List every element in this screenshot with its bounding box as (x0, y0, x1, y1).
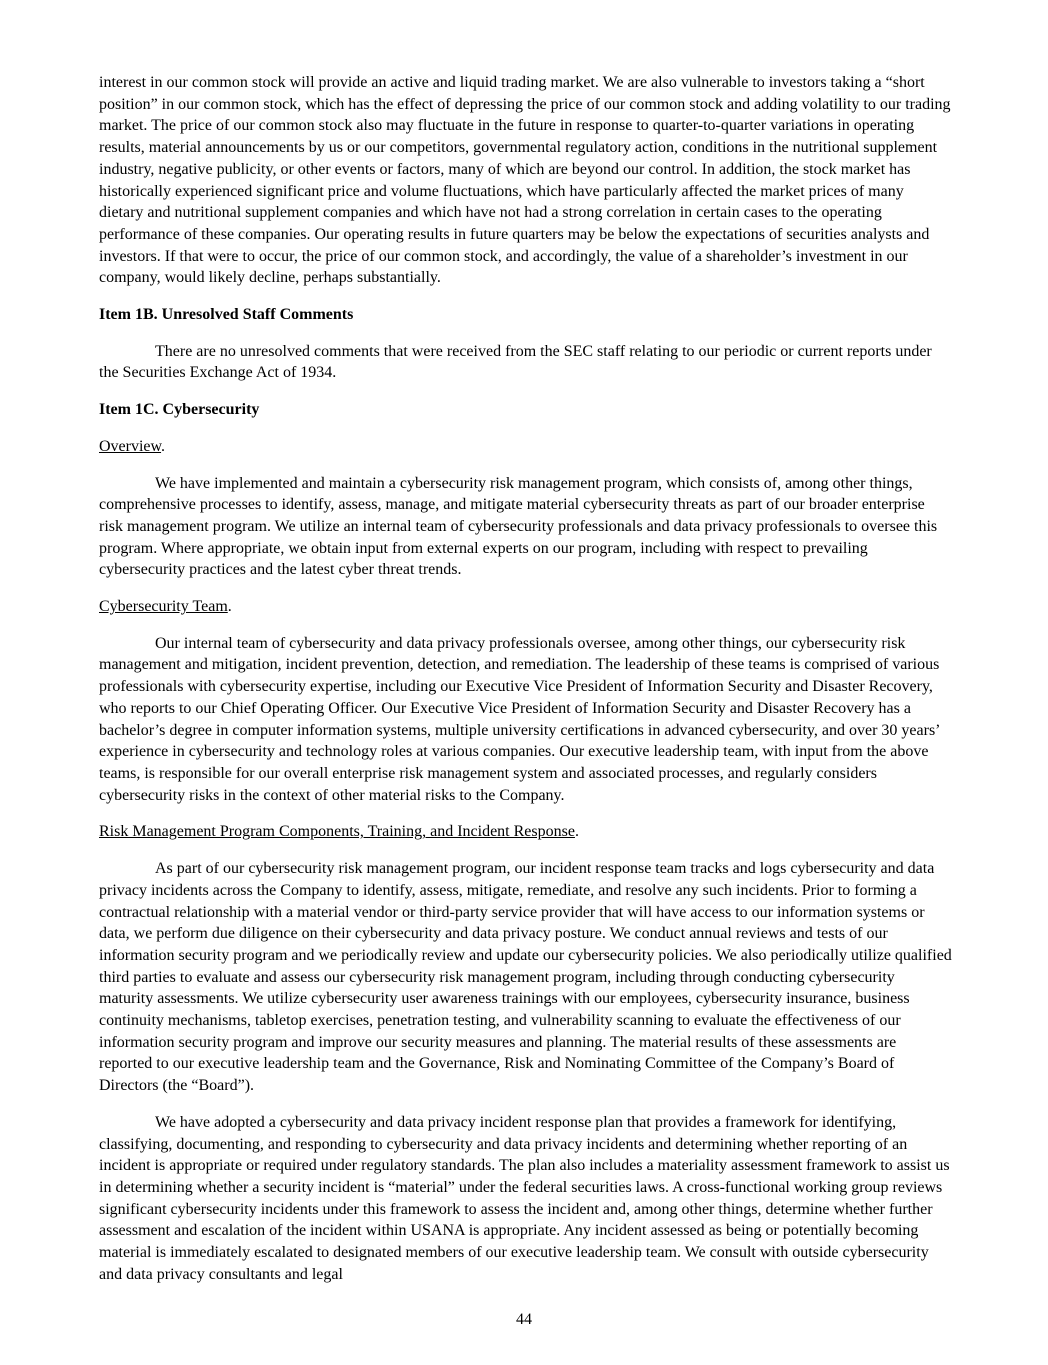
heading-cybersecurity-team-period: . (227, 598, 232, 616)
heading-item-1c-cybersecurity: Item 1C. Cybersecurity (99, 401, 260, 419)
paragraph-overview: We have implemented and maintain a cybersecurity risk management program, which consists of, among other things, comprehensive processes to identify, assess, manage, and mitigate material cybersecurity threats as part of our broader enterprise risk management program. We utilize an internal team of cybersecurity professionals and data privacy professionals to oversee this program. Where appropriate, we obtain input from external experts on our program, including with respect to prevailing cybersecurity practices and the latest cyber threat trends. (99, 474, 938, 579)
paragraph-risk-management-program: As part of our cybersecurity risk management program, our incident response team tracks and logs cybersecurity and data privacy incidents across the Company to identify, assess, mitigate, remediate, and resolve any such incidents. Prior to forming a contractual relationship with a material vendor or third-party service provider that will have access to our information systems or data, we perform due diligence on their cybersecurity and data privacy posture. We conduct annual reviews and tests of our information security program and we periodically review and update our cybersecurity policies. We also periodically utilize qualified third parties to evaluate and assess our cybersecurity risk management program, including through conducting cybersecurity maturity assessments. We utilize cybersecurity user awareness trainings with our employees, cybersecurity insurance, business continuity mechanisms, tabletop exercises, penetration testing, and vulnerability scanning to evaluate the effectiveness of our information security program and improve our security measures and planning. The material results of these assessments are reported to our executive leadership team and the Governance, Risk and Nominating Committee of the Company’s Board of Directors (the “Board”). (99, 860, 952, 1095)
heading-overview (99, 436, 952, 458)
heading-cybersecurity-team-text: Cybersecurity Team (99, 598, 228, 616)
page-number: 44 (516, 1311, 532, 1328)
heading-cybersecurity-team (99, 596, 952, 618)
heading-overview-text: Overview (99, 437, 162, 455)
paragraph-cybersecurity-team: Our internal team of cybersecurity and data privacy professionals oversee, among other things, our cybersecurity risk management and mitigation, incident prevention, detection, and remediation. The leadership of these teams is comprised of various professionals with cybersecurity expertise, including our Executive Vice President of Information Security and Disaster Recovery, who reports to our Chief Operating Officer. Our Executive Vice President of Information Security and Disaster Recovery has a bachelor’s degree in computer information systems, multiple university certifications in advanced cybersecurity, and over 30 years’ experience in cybersecurity and technology roles at various companies. Our executive leadership team, with input from the above teams, is responsible for our overall enterprise risk management system and associated processes, and regularly considers cybersecurity risks in the context of other material risks to the Company. (99, 634, 940, 804)
heading-risk-management-program-period: . (574, 823, 579, 841)
paragraph-unresolved-comments: There are no unresolved comments that were received from the SEC staff relating to our periodic or current reports under the Securities Exchange Act of 1934. (99, 342, 932, 382)
heading-item-1b-unresolved-staff-comments: Item 1B. Unresolved Staff Comments (99, 306, 354, 324)
heading-risk-management-program (99, 821, 952, 843)
heading-overview-period: . (161, 437, 166, 455)
paragraph-continuation: interest in our common stock will provide an active and liquid trading market. We are also vulnerable to investors taking a “short position” in our common stock, which has the effect of depressing the price of our common stock and adding volatility to our trading market. The price of our common stock also may fluctuate in the future in response to quarter-to-quarter variations in operating results, material announcements by us or our competitors, governmental regulatory action, conditions in the nutritional supplement industry, negative publicity, or other events or factors, many of which are beyond our control. In addition, the stock market has historically experienced significant price and volume fluctuations, which have particularly affected the market prices of many dietary and nutritional supplement companies and which have not had a strong correlation in certain cases to the operating performance of these companies. Our operating results in future quarters may be below the expectations of securities analysts and investors. If that were to occur, the price of our common stock, and accordingly, the value of a shareholder’s investment in our company, would likely decline, perhaps substantially. (99, 74, 951, 287)
page-content (99, 72, 952, 1300)
paragraph-incident-response-plan: We have adopted a cybersecurity and data privacy incident response plan that provides a framework for identifying, classifying, documenting, and responding to cybersecurity and data privacy incidents and determining whether reporting of an incident is appropriate or required under regulatory standards. The plan also includes a materiality assessment framework to assist us in determining whether a security incident is “material” under the federal securities laws. A cross-functional working group reviews significant cybersecurity incidents under this framework to assess the incident and, among other things, determine whether further assessment and escalation of the incident within USANA is appropriate. Any incident assessed as being or potentially becoming material is immediately escalated to designated members of our executive leadership team. We consult with outside cybersecurity and data privacy consultants and legal (99, 1113, 950, 1283)
heading-risk-management-program-text: Risk Management Program Components, Training, and Incident Response (99, 823, 575, 841)
